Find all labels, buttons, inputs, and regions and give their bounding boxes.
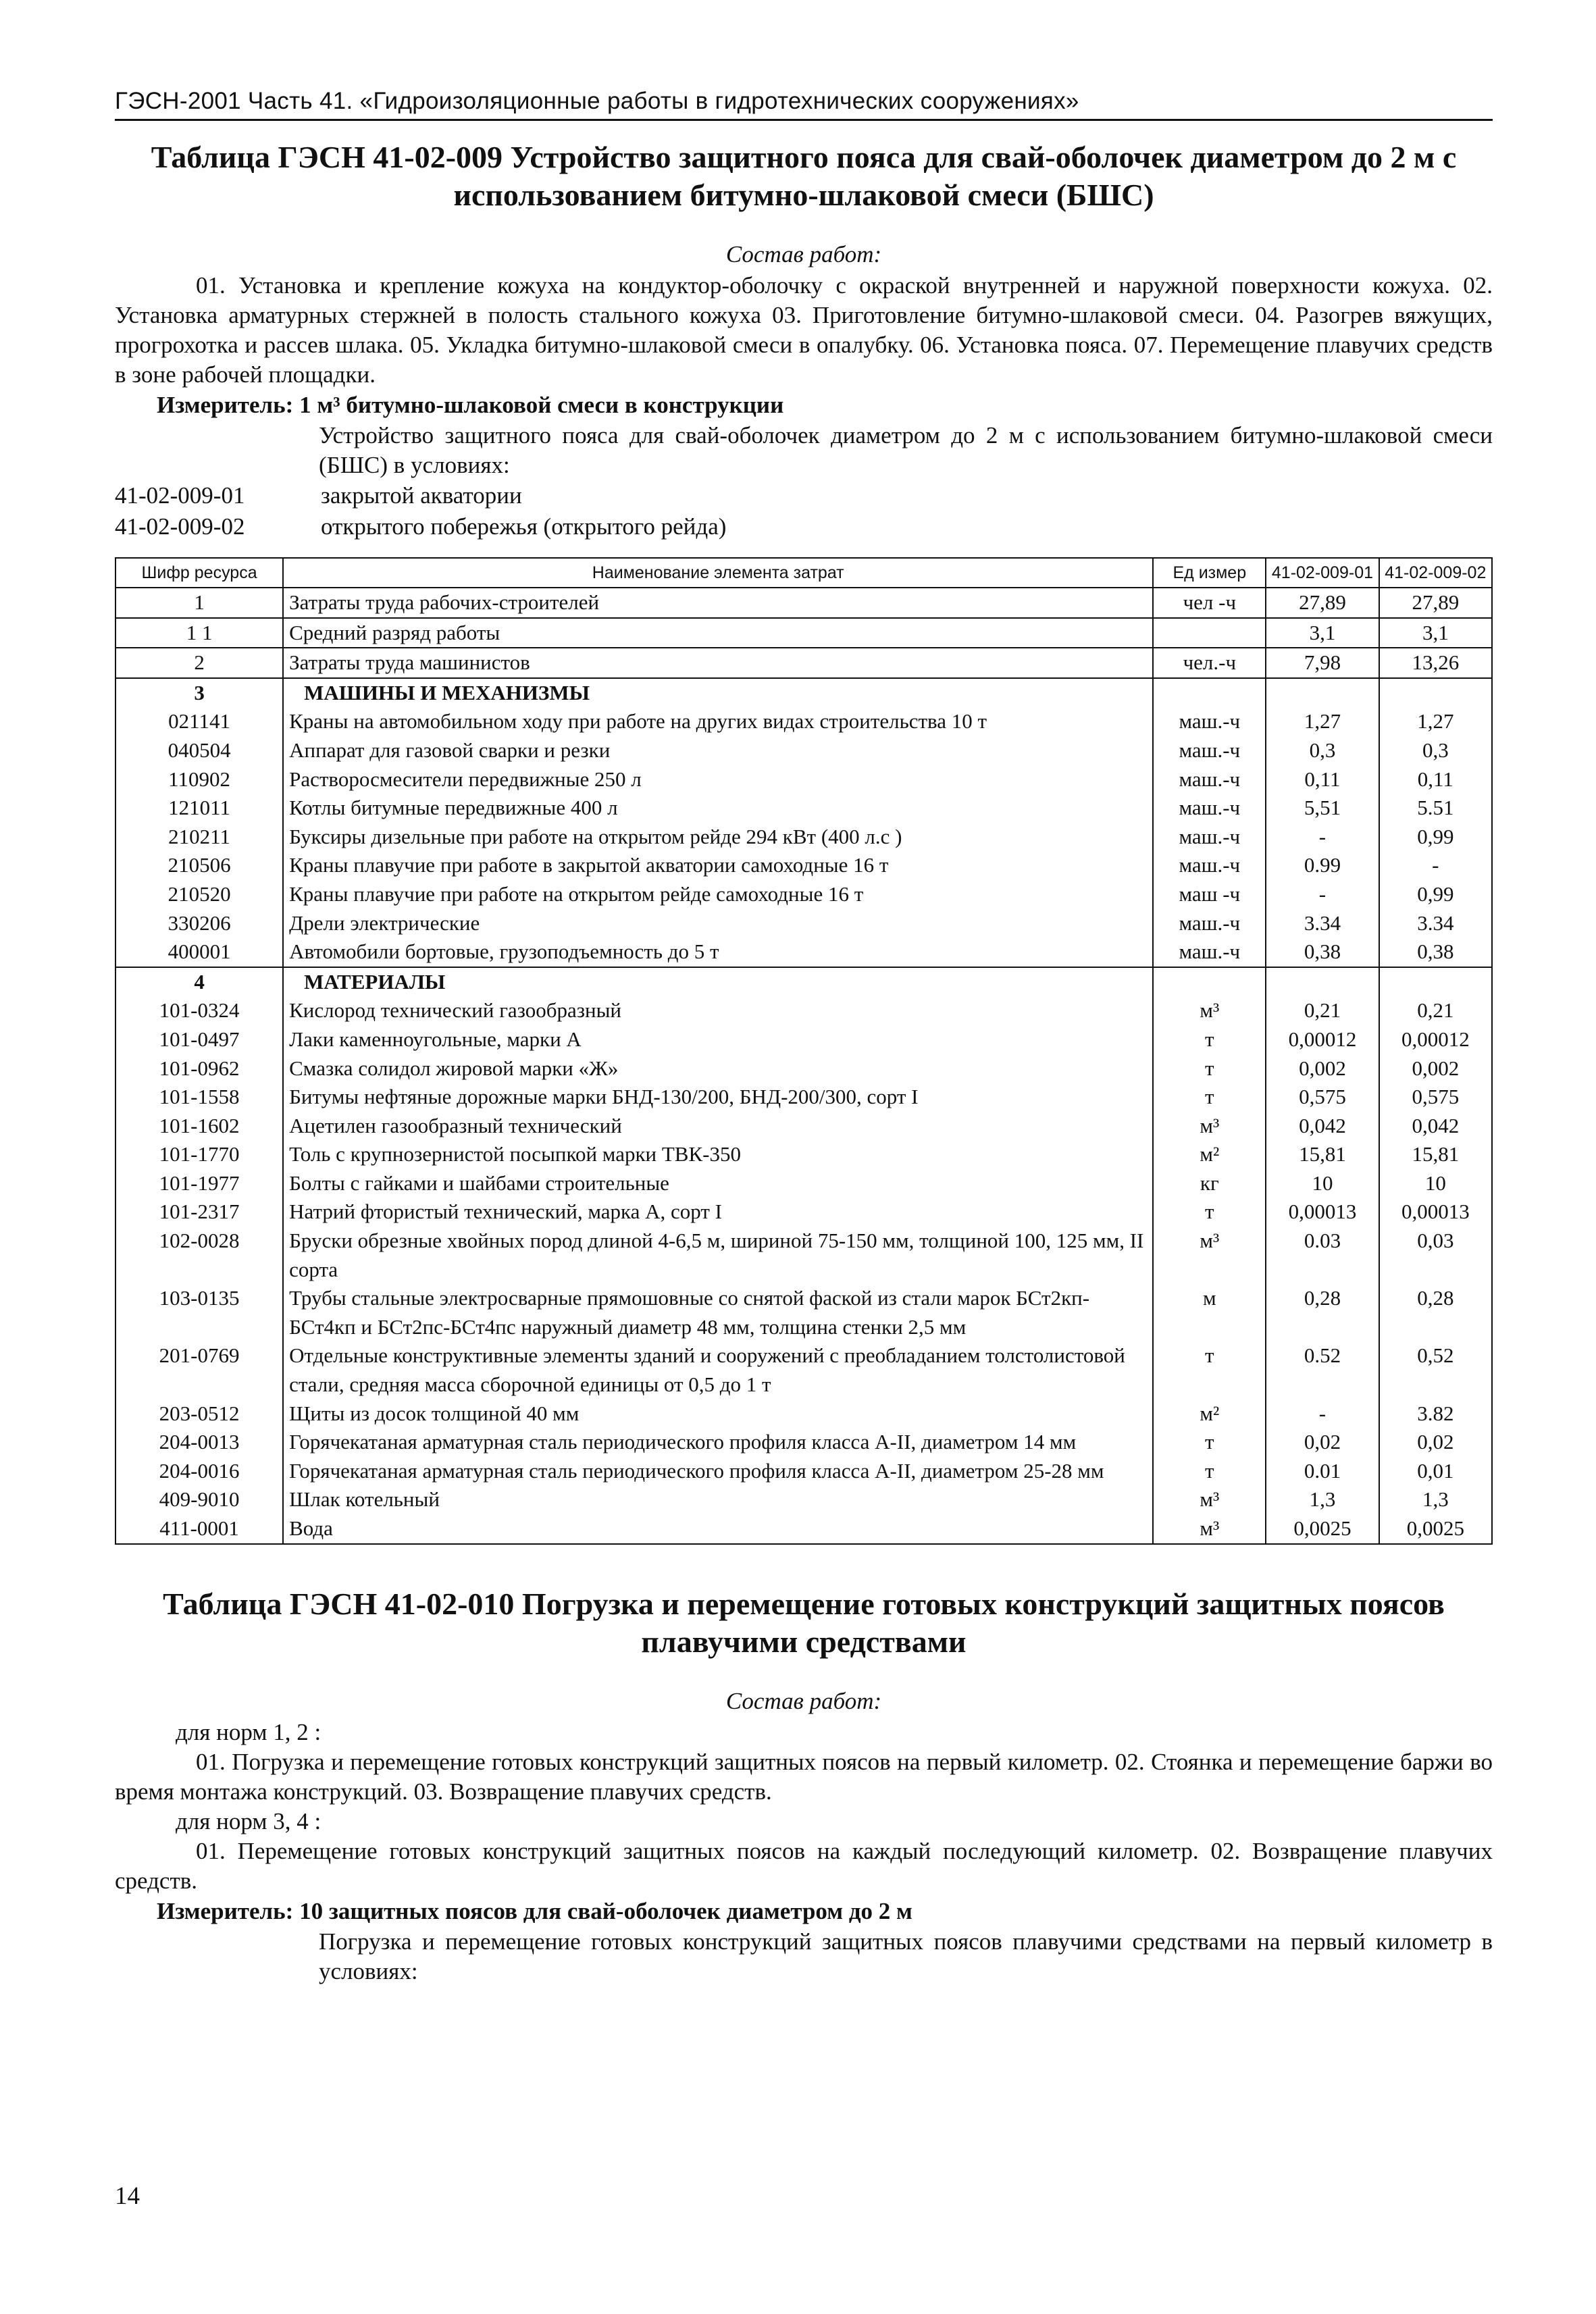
cell-v1: 5,51 — [1266, 794, 1379, 823]
condition-code: 41-02-009-02 — [115, 513, 245, 540]
table-row — [115, 1428, 1492, 1457]
cell-v2: 0,99 — [1379, 880, 1492, 909]
cell-code: 4 — [115, 967, 283, 997]
cell-code: 210211 — [115, 823, 283, 852]
cell-v2: - — [1379, 851, 1492, 880]
cell-v2: 27,89 — [1379, 588, 1492, 618]
table-row — [115, 1284, 1492, 1341]
cell-name: Краны плавучие при работе на открытом рейде самоходные 16 т — [283, 880, 1153, 909]
table-row — [115, 1083, 1492, 1112]
cell-unit: м³ — [1153, 1485, 1266, 1514]
table1-meter — [157, 390, 1493, 421]
cell-unit: м³ — [1153, 1514, 1266, 1544]
cell-unit — [1153, 967, 1266, 997]
cell-name: МАТЕРИАЛЫ — [283, 967, 1153, 997]
cell-name: Бруски обрезные хвойных пород длиной 4-6,5 м, шириной 75-150 мм, толщиной 100, 125 мм, II сорта — [283, 1227, 1153, 1284]
table-row — [115, 851, 1492, 880]
table-row — [115, 794, 1492, 823]
cell-code: 121011 — [115, 794, 283, 823]
cell-v2: 0,03 — [1379, 1227, 1492, 1284]
col-code-header: Шифр ресурса — [115, 558, 283, 588]
page-number: 14 — [115, 2182, 140, 2210]
cell-v2: 15,81 — [1379, 1140, 1492, 1169]
cell-v2: 1,3 — [1379, 1485, 1492, 1514]
cell-unit: маш.-ч — [1153, 909, 1266, 938]
cell-code: 101-0962 — [115, 1054, 283, 1083]
condition-text: закрытой акватории — [321, 482, 522, 509]
cell-unit: т — [1153, 1457, 1266, 1486]
table-row — [115, 1399, 1492, 1429]
cell-v2: 0,01 — [1379, 1457, 1492, 1486]
cell-unit: маш.-ч — [1153, 707, 1266, 736]
cell-v2: 0,52 — [1379, 1341, 1492, 1399]
cell-v1 — [1266, 678, 1379, 708]
table-row — [115, 1514, 1492, 1544]
cell-unit: т — [1153, 1025, 1266, 1054]
cell-v1: 0,0025 — [1266, 1514, 1379, 1544]
cell-unit: м³ — [1153, 996, 1266, 1025]
cell-v1: - — [1266, 1399, 1379, 1429]
table1-meter-label: Измеритель: — [157, 392, 294, 418]
cell-unit: м² — [1153, 1399, 1266, 1429]
cell-code: 101-1977 — [115, 1169, 283, 1198]
cell-name: Буксиры дизельные при работе на открытом рейде 294 кВт (400 л.с ) — [283, 823, 1153, 852]
cell-v2: 0,00012 — [1379, 1025, 1492, 1054]
cell-v2: 0,575 — [1379, 1083, 1492, 1112]
cell-code: 201-0769 — [115, 1341, 283, 1399]
cell-name: Ацетилен газообразный технический — [283, 1112, 1153, 1141]
cell-unit: маш.-ч — [1153, 794, 1266, 823]
cell-v1: 1,3 — [1266, 1485, 1379, 1514]
cell-name: Натрий фтористый технический, марка А, сорт I — [283, 1198, 1153, 1227]
cell-v1: 0,00013 — [1266, 1198, 1379, 1227]
cell-v1: 3,1 — [1266, 618, 1379, 648]
table-row — [115, 765, 1492, 794]
table2-title: Таблица ГЭСН 41-02-010 Погрузка и перемещение готовых конструкций защитных поясов плавучими средствами — [163, 1586, 1445, 1659]
cell-v1: 27,89 — [1266, 588, 1379, 618]
cell-code: 101-2317 — [115, 1198, 283, 1227]
table2-composition-heading: Состав работ: — [725, 1687, 882, 1714]
cell-name: Дрели электрические — [283, 909, 1153, 938]
condition-row — [115, 511, 1493, 542]
cell-v1: 10 — [1266, 1169, 1379, 1198]
cell-code: 3 — [115, 678, 283, 708]
cell-code: 411-0001 — [115, 1514, 283, 1544]
table-row — [115, 588, 1492, 618]
section-row — [115, 678, 1492, 708]
table-row — [115, 648, 1492, 678]
cell-unit: чел -ч — [1153, 588, 1266, 618]
cell-v2: 0,28 — [1379, 1284, 1492, 1341]
cell-code: 204-0013 — [115, 1428, 283, 1457]
cell-code: 102-0028 — [115, 1227, 283, 1284]
section-row — [115, 967, 1492, 997]
cell-v1: 0,38 — [1266, 937, 1379, 967]
cell-v1: 1,27 — [1266, 707, 1379, 736]
condition-text: открытого побережья (открытого рейда) — [321, 513, 727, 540]
cell-code: 101-1770 — [115, 1140, 283, 1169]
table-header-row — [115, 558, 1492, 588]
table-row — [115, 909, 1492, 938]
cell-name: Толь с крупнозернистой посыпкой марки ТВК-350 — [283, 1140, 1153, 1169]
table1-conditions-list — [115, 480, 1493, 542]
table-row — [115, 618, 1492, 648]
cell-name: Аппарат для газовой сварки и резки — [283, 736, 1153, 765]
table2-conditions-intro: Погрузка и перемещение готовых конструкций защитных поясов плавучими средствами на первый километр в условиях: — [319, 1928, 1493, 1984]
cell-unit — [1153, 678, 1266, 708]
resource-table — [115, 557, 1493, 1545]
cell-v1: - — [1266, 823, 1379, 852]
cell-v1: 0,28 — [1266, 1284, 1379, 1341]
table1-composition-heading: Состав работ: — [725, 241, 882, 267]
col-unit-header: Ед измер — [1153, 558, 1266, 588]
cell-v1: 0.99 — [1266, 851, 1379, 880]
table-row — [115, 1054, 1492, 1083]
table-row — [115, 1341, 1492, 1399]
cell-name: Средний разряд работы — [283, 618, 1153, 648]
table-row — [115, 1140, 1492, 1169]
cell-unit: т — [1153, 1054, 1266, 1083]
cell-name: Котлы битумные передвижные 400 л — [283, 794, 1153, 823]
table-row — [115, 937, 1492, 967]
cell-v2: 0,3 — [1379, 736, 1492, 765]
cell-v2: 3.82 — [1379, 1399, 1492, 1429]
cell-name: Краны плавучие при работе в закрытой акватории самоходные 16 т — [283, 851, 1153, 880]
cell-v1: 15,81 — [1266, 1140, 1379, 1169]
cell-v2 — [1379, 967, 1492, 997]
cell-code: 110902 — [115, 765, 283, 794]
cell-code: 203-0512 — [115, 1399, 283, 1429]
table1-conditions-intro: Устройство защитного пояса для свай-оболочек диаметром до 2 м с использованием битумно-шлаковой смеси (БШС) в условиях: — [319, 422, 1493, 478]
cell-v1: - — [1266, 880, 1379, 909]
cell-unit: маш -ч — [1153, 880, 1266, 909]
cell-unit: м — [1153, 1284, 1266, 1341]
table-row — [115, 1198, 1492, 1227]
cell-name: Щиты из досок толщиной 40 мм — [283, 1399, 1153, 1429]
table-row — [115, 1112, 1492, 1141]
table-row — [115, 1457, 1492, 1486]
cell-name: Кислород технический газообразный — [283, 996, 1153, 1025]
table1-composition-text: 01. Установка и крепление кожуха на кондуктор-оболочку с окраской внутренней и наружной поверхности кожуха. 02. Установка арматурных стержней в полость стального кожуха 03. Приготовление битумно-шлаковой смеси. 04. Разогрев вяжущих, прогрохотка и рассев шлака. 05. Укладка битумно-шлаковой смеси в опалубку. 06. Установка пояса. 07. Перемещение плавучих средств в зоне рабочей площадки. — [115, 272, 1493, 388]
cell-name: Горячекатаная арматурная сталь периодического профиля класса А-II, диаметром 25-28 мм — [283, 1457, 1153, 1486]
table1-meter-value: 1 м³ битумно-шлаковой смеси в конструкции — [299, 392, 784, 418]
cell-name: Автомобили бортовые, грузоподъемность до 5 т — [283, 937, 1153, 967]
cell-v2: 3.34 — [1379, 909, 1492, 938]
cell-name: Трубы стальные электросварные прямошовные со снятой фаской из стали марок БСт2кп-БСт4кп и БСт2пс-БСт4пс наружный диаметр 48 мм, толщина стенки 2,5 мм — [283, 1284, 1153, 1341]
table2-meter-value: 10 защитных поясов для свай-оболочек диаметром до 2 м — [299, 1897, 912, 1924]
cell-v1: 0,00012 — [1266, 1025, 1379, 1054]
condition-row — [115, 480, 1493, 511]
table-row — [115, 1485, 1492, 1514]
cell-v2: 10 — [1379, 1169, 1492, 1198]
table-row — [115, 823, 1492, 852]
table2-meter — [157, 1896, 1493, 1927]
cell-v2: 13,26 — [1379, 648, 1492, 678]
cell-v2: 0,11 — [1379, 765, 1492, 794]
cell-code: 040504 — [115, 736, 283, 765]
cell-v2 — [1379, 678, 1492, 708]
table-row — [115, 736, 1492, 765]
cell-unit: т — [1153, 1083, 1266, 1112]
cell-name: Вода — [283, 1514, 1153, 1544]
cell-code: 210506 — [115, 851, 283, 880]
condition-code: 41-02-009-01 — [115, 482, 245, 509]
cell-v1: 7,98 — [1266, 648, 1379, 678]
cell-v2: 3,1 — [1379, 618, 1492, 648]
cell-v1: 0,002 — [1266, 1054, 1379, 1083]
cell-v2: 0,042 — [1379, 1112, 1492, 1141]
cell-v2: 0,00013 — [1379, 1198, 1492, 1227]
cell-v2: 0,21 — [1379, 996, 1492, 1025]
cell-unit — [1153, 618, 1266, 648]
running-header: ГЭСН-2001 Часть 41. «Гидроизоляционные работы в гидротехнических сооружениях» — [115, 88, 1493, 121]
cell-code: 1 — [115, 588, 283, 618]
cell-unit: маш.-ч — [1153, 823, 1266, 852]
cell-v2: 0,38 — [1379, 937, 1492, 967]
cell-unit: т — [1153, 1428, 1266, 1457]
cell-name: Отдельные конструктивные элементы зданий и сооружений с преобладанием толстолистовой стали, средняя масса сборочной единицы от 0,5 до 1 т — [283, 1341, 1153, 1399]
cell-name: Краны на автомобильном ходу при работе на других видах строительства 10 т — [283, 707, 1153, 736]
cell-v2: 0,02 — [1379, 1428, 1492, 1457]
cell-name: Болты с гайками и шайбами строительные — [283, 1169, 1153, 1198]
table-row — [115, 996, 1492, 1025]
cell-name: Затраты труда рабочих-строителей — [283, 588, 1153, 618]
cell-name: Битумы нефтяные дорожные марки БНД-130/200, БНД-200/300, сорт I — [283, 1083, 1153, 1112]
cell-v1: 0,575 — [1266, 1083, 1379, 1112]
table-body — [115, 588, 1492, 1544]
cell-v1: 0,21 — [1266, 996, 1379, 1025]
cell-v2: 1,27 — [1379, 707, 1492, 736]
cell-unit: маш.-ч — [1153, 765, 1266, 794]
cell-v1 — [1266, 967, 1379, 997]
table2-norms-b-text: 01. Перемещение готовых конструкций защитных поясов на каждый последующий километр. 02. Возвращение плавучих средств. — [115, 1837, 1493, 1894]
cell-v1: 0.52 — [1266, 1341, 1379, 1399]
cell-v2: 0,002 — [1379, 1054, 1492, 1083]
cell-code: 2 — [115, 648, 283, 678]
cell-unit: кг — [1153, 1169, 1266, 1198]
cell-unit: м³ — [1153, 1112, 1266, 1141]
cell-v1: 0,02 — [1266, 1428, 1379, 1457]
col-name-header: Наименование элемента затрат — [283, 558, 1153, 588]
table-row — [115, 707, 1492, 736]
cell-name: Затраты труда машинистов — [283, 648, 1153, 678]
cell-v1: 3.34 — [1266, 909, 1379, 938]
cell-unit: маш.-ч — [1153, 736, 1266, 765]
cell-unit: маш.-ч — [1153, 851, 1266, 880]
cell-code: 409-9010 — [115, 1485, 283, 1514]
cell-unit: маш.-ч — [1153, 937, 1266, 967]
table-row — [115, 1227, 1492, 1284]
cell-v2: 0,0025 — [1379, 1514, 1492, 1544]
cell-v1: 0.03 — [1266, 1227, 1379, 1284]
cell-unit: м³ — [1153, 1227, 1266, 1284]
cell-name: Горячекатаная арматурная сталь периодического профиля класса А-II, диаметром 14 мм — [283, 1428, 1153, 1457]
cell-v1: 0,11 — [1266, 765, 1379, 794]
cell-code: 101-1558 — [115, 1083, 283, 1112]
cell-code: 101-0497 — [115, 1025, 283, 1054]
table2-norms-b-label: для норм 3, 4 : — [176, 1807, 321, 1834]
cell-code: 204-0016 — [115, 1457, 283, 1486]
cell-unit: т — [1153, 1198, 1266, 1227]
cell-code: 330206 — [115, 909, 283, 938]
cell-code: 210520 — [115, 880, 283, 909]
cell-v1: 0,042 — [1266, 1112, 1379, 1141]
cell-code: 400001 — [115, 937, 283, 967]
cell-name: Растворосмесители передвижные 250 л — [283, 765, 1153, 794]
cell-v1: 0.01 — [1266, 1457, 1379, 1486]
cell-name: Смазка солидол жировой марки «Ж» — [283, 1054, 1153, 1083]
cell-code: 101-1602 — [115, 1112, 283, 1141]
col-v1-header: 41-02-009-01 — [1266, 558, 1379, 588]
cell-name: Лаки каменноугольные, марки А — [283, 1025, 1153, 1054]
cell-unit: м² — [1153, 1140, 1266, 1169]
table2-meter-label: Измеритель: — [157, 1897, 294, 1924]
cell-name: Шлак котельный — [283, 1485, 1153, 1514]
document-page — [115, 88, 1493, 1986]
cell-unit: чел.-ч — [1153, 648, 1266, 678]
cell-code: 103-0135 — [115, 1284, 283, 1341]
cell-name: МАШИНЫ И МЕХАНИЗМЫ — [283, 678, 1153, 708]
cell-code: 021141 — [115, 707, 283, 736]
cell-unit: т — [1153, 1341, 1266, 1399]
cell-v2: 5.51 — [1379, 794, 1492, 823]
cell-v1: 0,3 — [1266, 736, 1379, 765]
col-v2-header: 41-02-009-02 — [1379, 558, 1492, 588]
table-row — [115, 880, 1492, 909]
table-row — [115, 1025, 1492, 1054]
table2-norms-a-text: 01. Погрузка и перемещение готовых конструкций защитных поясов на первый километр. 02. Стоянка и перемещение баржи во время монтажа конструкций. 03. Возвращение плавучих средств. — [115, 1748, 1493, 1805]
table2-norms-a-label: для норм 1, 2 : — [176, 1718, 321, 1745]
table-row — [115, 1169, 1492, 1198]
cell-code: 1 1 — [115, 618, 283, 648]
cell-code: 101-0324 — [115, 996, 283, 1025]
cell-v2: 0,99 — [1379, 823, 1492, 852]
table1-title: Таблица ГЭСН 41-02-009 Устройство защитного пояса для свай-оболочек диаметром до 2 м с использованием битумно-шлаковой смеси (БШС) — [151, 140, 1457, 212]
